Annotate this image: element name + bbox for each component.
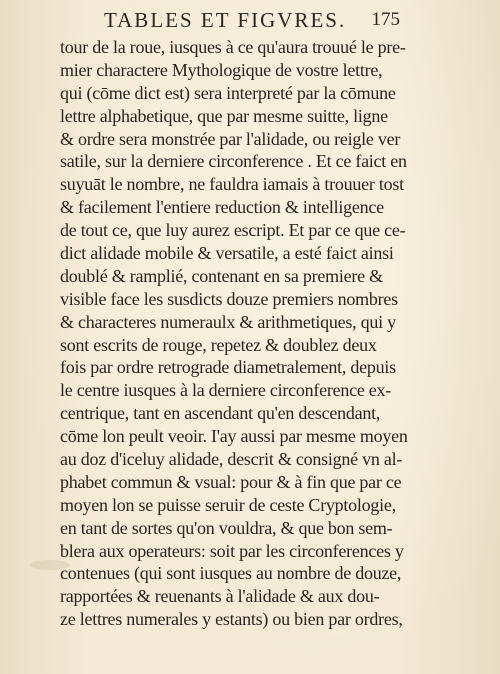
text-line: cōme lon peult veoir. I'ay aussi par mesme moyen (60, 426, 408, 447)
text-line: dict alidade mobile & versatile, a esté faict ainsi (60, 243, 394, 264)
text-line: doublé & ramplié, contenant en sa premiere & (60, 265, 383, 286)
text-line: visible face les susdicts douze premiers nombres (60, 288, 398, 309)
text-line: phabet commun & vsual: pour & à fin que par ce (60, 471, 402, 492)
page-number: 175 (371, 9, 400, 30)
text-line: en tant de sortes qu'on vouldra, & que bon sem- (60, 517, 393, 538)
text-line: qui (cōme dict est) sera interpreté par la cōmune (60, 82, 396, 103)
paper-stain (30, 560, 70, 570)
text-line: ze lettres numerales y estants) ou bien par ordres, (60, 609, 403, 630)
text-line: tour de la roue, iusques à ce qu'aura trouué le pre- (60, 37, 406, 57)
text-line: & ordre sera monstrée par l'alidade, ou reigle ver (60, 128, 401, 149)
text-line: & facilement l'entiere reduction & intelligence (60, 197, 384, 218)
text-line: fois par ordre retrograde diametralement, depuis (60, 357, 396, 378)
text-line: satile, sur la derniere circonference . Et ce faict en (60, 151, 407, 172)
text-line: mier charactere Mythologique de vostre lettre, (60, 59, 383, 80)
running-head-title: TABLES ET FIGVRES. (104, 8, 347, 32)
body-text (60, 36, 408, 631)
text-line: lettre alphabetique, que par mesme suitte, ligne (60, 105, 388, 126)
text-line: de tout ce, que luy aurez escript. Et par ce que ce- (60, 220, 406, 241)
text-line: le centre iusques à la derniere circonference ex- (60, 380, 392, 401)
running-head (0, 8, 500, 34)
text-line: & characteres numeraulx & arithmetiques, qui y (60, 311, 396, 332)
text-line: sont escrits de rouge, repetez & doublez deux (60, 334, 377, 355)
text-line: au doz d'iceluy alidade, descrit & consigné vn al- (60, 449, 403, 470)
text-line: suyuāt le nombre, ne fauldra iamais à trouuer tost (60, 174, 404, 195)
text-line: rapportées & reuenants à l'alidade & aux dou- (60, 586, 380, 607)
text-line: blera aux operateurs: soit par les circonferences y (60, 540, 404, 561)
text-line: centrique, tant en ascendant qu'en descendant, (60, 403, 381, 424)
text-line: moyen lon se puisse seruir de ceste Cryptologie, (60, 494, 396, 515)
text-line: contenues (qui sont iusques au nombre de douze, (60, 563, 402, 584)
